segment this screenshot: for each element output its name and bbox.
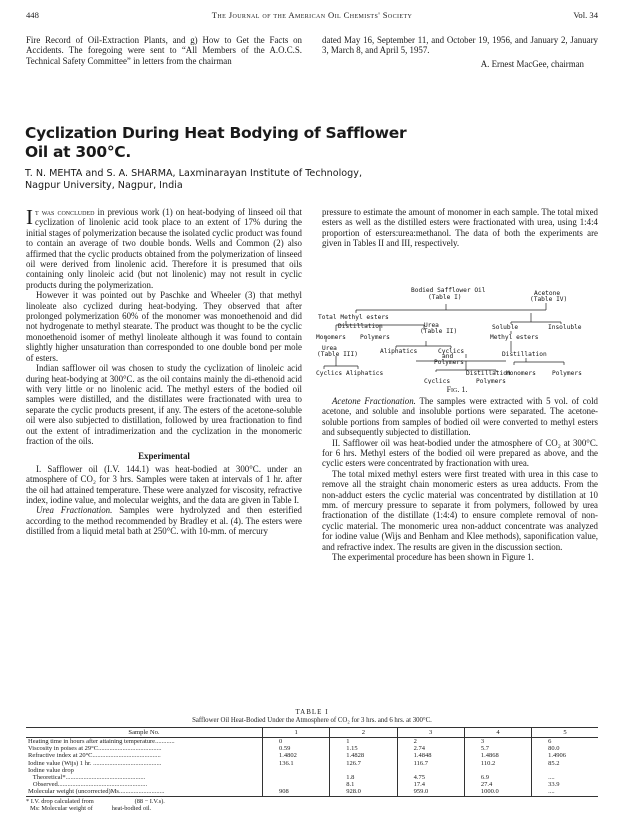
section-heading-experimental: Experimental: [138, 451, 190, 462]
table-cell: [330, 767, 397, 774]
prev-article-right: [322, 35, 598, 69]
table-title: TABLE I: [295, 708, 329, 716]
node-acetone: Acetone: [534, 290, 561, 297]
table-cell: 1.4802: [263, 752, 330, 759]
table-cell: [464, 767, 531, 774]
table-cell: 1.15: [330, 745, 397, 752]
table-row: [26, 745, 598, 752]
article-title: [25, 124, 406, 162]
table-cell: [263, 781, 330, 788]
paragraph-intro: [26, 207, 302, 290]
volume-label: Vol. 34: [573, 10, 598, 20]
footnote-2-end: heat-bodied oil.: [111, 805, 152, 813]
table-cell: 0: [263, 738, 330, 746]
node-polymers-3: Polymers: [476, 378, 506, 384]
prev-article-left: [26, 35, 302, 66]
footnote-1: [26, 798, 598, 806]
table-row: [26, 774, 598, 781]
node-urea-table2-label: (Table II): [420, 328, 458, 335]
table-cell: 2.74: [397, 745, 464, 752]
footnote-1-end: (88 − I.V.s).: [134, 797, 165, 805]
body-right-column-top: [322, 207, 598, 249]
table-cell: 1000.0: [464, 788, 531, 796]
table-cell: 110.2: [464, 760, 531, 767]
table-footnotes: [26, 798, 598, 813]
table-cell: Iodine value (Wijs) 1 hr. ..........................................: [28, 759, 162, 767]
paragraph-2: However it was pointed out by Paschke and Wheeler (3) that methyl linoleate also cyclized during heat-bodying. They observed that after prolonged polymerization 60% of the monomer was monoethenoid and did not hydrogenate to methyl stearate. The product was thought to be the cyclic monoethenoid isomer of methyl linoleate although it was found to contain slightly higher unsaturation than corresponded to one double bond per mole of esters.: [26, 290, 302, 363]
journal-title: The Journal of the American Oil Chemists' Society: [211, 10, 413, 20]
prev-article-text: Fire Record of Oil-Extraction Plants, and g) How to Get the Facts on Accidents. The foregoing were sent to “All Members of the A.O.C.S. Technical Safety Committee” in letters from the chairman: [26, 35, 302, 66]
table-cell: 4.75: [397, 774, 464, 781]
table-cell: 8.1: [330, 781, 397, 788]
table-cell: 126.7: [330, 760, 397, 767]
figure-caption: Fig. 1.: [446, 385, 468, 394]
table-cell: 116.7: [397, 760, 464, 767]
table-cell: ....: [532, 788, 598, 796]
table-cell: Heating time in hours after attaining temperature............: [28, 738, 175, 745]
node-aliphatics-2: Aliphatics: [346, 370, 384, 377]
node-polymers-2: Polymers: [552, 370, 582, 377]
paragraph-7: [322, 396, 598, 438]
author-affiliation: Nagpur University, Nagpur, India: [25, 179, 183, 191]
table-cell: Theoretical*.................................................: [28, 774, 146, 782]
table-cell: 85.2: [532, 760, 598, 767]
node-cyclics-polymers: Polymers: [434, 359, 464, 366]
table-cell: 1.4848: [397, 752, 464, 759]
table-cell: 6: [532, 738, 598, 746]
table-cell: 1.4868: [464, 752, 531, 759]
prev-article-signature: A. Ernest MacGee, chairman: [480, 58, 584, 69]
node-distillation-1: Distillation: [338, 323, 383, 330]
table-cell: 17.4: [397, 781, 464, 788]
column-header: 2: [330, 728, 397, 738]
table-row: [26, 781, 598, 788]
table-cell: Observed.......................................................: [28, 781, 148, 789]
table-cell: [397, 767, 464, 774]
figure-1-flowchart: [316, 286, 598, 384]
table-row: [26, 767, 598, 774]
node-root: Bodied Safflower Oil: [411, 287, 486, 294]
drop-cap: I: [26, 205, 33, 229]
intro-lead: t was concluded: [35, 207, 95, 217]
table-cell: Viscosity in poises at 29°C.......................................: [28, 745, 162, 753]
node-urea-table3-label: (Table III): [317, 351, 358, 358]
footnote-2: [26, 805, 598, 813]
table-cell: ....: [532, 774, 598, 781]
table-caption: Safflower Oil Heat-Bodied Under the Atmosphere of CO₂ for 3 hrs. and 6 hrs. at 300°C.: [192, 717, 432, 724]
table-header-row: [26, 728, 598, 738]
column-header: 1: [263, 728, 330, 738]
node-methyl-esters: Methyl esters: [490, 334, 539, 341]
table-row: [26, 788, 598, 796]
intro-text: in previous work (1) on heat-bodying of linseed oil that cyclization of linolenic acid took place to an extent of 17% during the initial stages of polymerization because the isolated cyclic product was found to contain an average of two double bonds. Wells and Common (2) also affirmed that the cyclic products obtained from the polymerization of linseed oil were derived from linolenic acid. Therefore it is presumed that oils containing only linoleic acid (but not linolenic) may not result in cyclic products during the polymerization.: [26, 207, 302, 290]
node-monomers-2: Monomers: [506, 370, 536, 377]
column-header: 3: [397, 728, 464, 738]
author-names: T. N. MEHTA and S. A. SHARMA, Laxminarayan Institute of Technology,: [25, 168, 362, 179]
body-left-column: [26, 207, 302, 537]
body-right-column-bottom: [322, 396, 598, 563]
paragraph-5-text: Samples were hydrolyzed and then esterified according to the method recommended by Bradley et al. (4). The esters were distilled from a liquid metal bath at 250°C. with 10-mm. of mercury: [26, 505, 302, 537]
node-distillation-2: Distillation: [502, 351, 547, 358]
node-insoluble: Insoluble: [548, 324, 582, 331]
node-polymers-1: Polymers: [360, 334, 390, 341]
table-row: [26, 752, 598, 759]
table-row: [26, 738, 598, 746]
article-authors: [25, 168, 362, 191]
table-cell: 1.8: [330, 774, 397, 781]
table-cell: [532, 767, 598, 774]
column-header: Sample No.: [26, 728, 263, 738]
table-cell: 27.4: [464, 781, 531, 788]
table-cell: Molecular weight (uncorrected)Ms............................: [26, 788, 263, 796]
prev-article-text-end: dated May 16, September 11, and October 19, 1956, and January 2, January 3, March 8, and April 5, 1957.: [322, 35, 598, 56]
table-cell: 0.59: [263, 745, 330, 752]
node-cyclics-1: Cyclics: [316, 370, 343, 377]
table-cell: 2: [397, 738, 464, 746]
column-header: 4: [464, 728, 531, 738]
column-header: 5: [532, 728, 598, 738]
urea-fractionation-heading: Urea Fractionation.: [36, 505, 113, 516]
footnote-1-start: * I.V. drop calculated from: [26, 797, 94, 805]
footnote-2-start: Ms: Molecular weight of: [30, 805, 93, 813]
paragraph-6: pressure to estimate the amount of monomer in each sample. The total mixed esters as well as the distilled esters were fractionated with urea, using 1:4:4 proportion of esters:urea:methanol. The data of both the experiments are given in Tables II and III, respectively.: [322, 207, 598, 249]
paragraph-4: I. Safflower oil (I.V. 144.1) was heat-bodied at 300°C. under an atmosphere of CO₂ for 3 hrs. Samples were taken at intervals of 1 hr. after the oil had attained temperature. These were analyzed for viscosity, refractive index, iodine value, and molecular weights, and the data are given in Table I.: [26, 463, 302, 505]
node-urea-table3: Urea: [322, 345, 337, 352]
table-cell: [263, 774, 330, 781]
table-1: [26, 708, 598, 813]
table-cell: 33.9: [532, 781, 598, 788]
table-cell: Iodine value drop: [28, 766, 74, 774]
table-cell: 5.7: [464, 745, 531, 752]
paragraph-3: Indian safflower oil was chosen to study the cyclization of linoleic acid during heat-bodying at 300°C. as the oil contains mainly the di-ethenoid acid with very little or no linolenic acid. The methyl esters of the bodied oil samples were distilled, and the distillates were fractionated with urea to separate the cyclic products present, if any. The esters of the acetone-soluble oil were also subjected to distillation, followed by urea fractionation to find out the extent of intradimerization and the cyclization in the monomeric fraction of the oils.: [26, 363, 302, 446]
table-cell: [263, 767, 330, 774]
node-aliphatics-1: Aliphatics: [380, 348, 418, 355]
running-header: [26, 10, 598, 24]
node-monomers-1: Monomers: [316, 334, 346, 341]
table-cell: 959.0: [397, 788, 464, 796]
paragraph-5: [26, 505, 302, 536]
paragraph-7-text: The samples were extracted with 5 vol. of cold acetone, and soluble and insoluble portions were separated. The acetone-soluble portions from samples of bodied oil were converted to methyl esters and subsequently subjected to distillation.: [322, 396, 598, 438]
table-cell: 1.4906: [532, 752, 598, 759]
node-root-table: (Table I): [428, 294, 462, 301]
table-cell: 928.0: [330, 788, 397, 796]
paragraph-9: The total mixed methyl esters were first treated with urea in this case to remove all the straight chain monomeric esters as urea adducts. From the non-adduct esters the cyclic material was concentrated by distillation at 10 mm. of mercury pressure to separate it from polymers, followed by urea fractionation of the distillate (1:4:4) to ensure complete removal of non-cyclic material. The monomeric urea non-adduct concentrate was analyzed for iodine value (Wijs and Benham and Klee methods), saponification value, and refractive index. The results are given in the discussion section.: [322, 468, 598, 552]
paragraph-10: The experimental procedure has been shown in Figure 1.: [332, 552, 534, 563]
node-cyclics-2: Cyclics: [424, 378, 451, 384]
table-row: [26, 760, 598, 767]
title-line-2: Oil at 300°C.: [25, 143, 131, 161]
node-distillation-3: Distillation: [466, 370, 511, 377]
acetone-fractionation-heading: Acetone Fractionation.: [332, 396, 416, 406]
table-cell: 908: [263, 788, 330, 796]
table-cell: Refractive index at 20°C..........................................: [28, 752, 161, 760]
node-cyclics-and: and: [442, 353, 454, 360]
node-total-esters: Total Methyl esters: [318, 314, 389, 321]
table-cell: 6.9: [464, 774, 531, 781]
node-acetone-table: (Table IV): [530, 296, 568, 303]
table-cell: 80.0: [532, 745, 598, 752]
table-cell: 1: [330, 738, 397, 746]
paragraph-8: II. Safflower oil was heat-bodied under the atmosphere of CO₂ at 300°C. for 6 hrs. Methyl esters of the bodied oil were prepared as above, and the cyclic esters were concentrated by fractionation with urea.: [322, 437, 598, 469]
page-number: 448: [26, 10, 39, 20]
table-1-grid: [26, 727, 598, 797]
node-cyclics-and-polymers: Cyclics: [438, 348, 465, 355]
node-urea-table2: Urea: [424, 322, 439, 329]
table-cell: 1.4828: [330, 752, 397, 759]
title-line-1: Cyclization During Heat Bodying of Safflower: [25, 124, 407, 142]
node-soluble: Soluble: [492, 324, 519, 331]
table-cell: 3: [464, 738, 531, 746]
table-cell: 136.1: [263, 760, 330, 767]
